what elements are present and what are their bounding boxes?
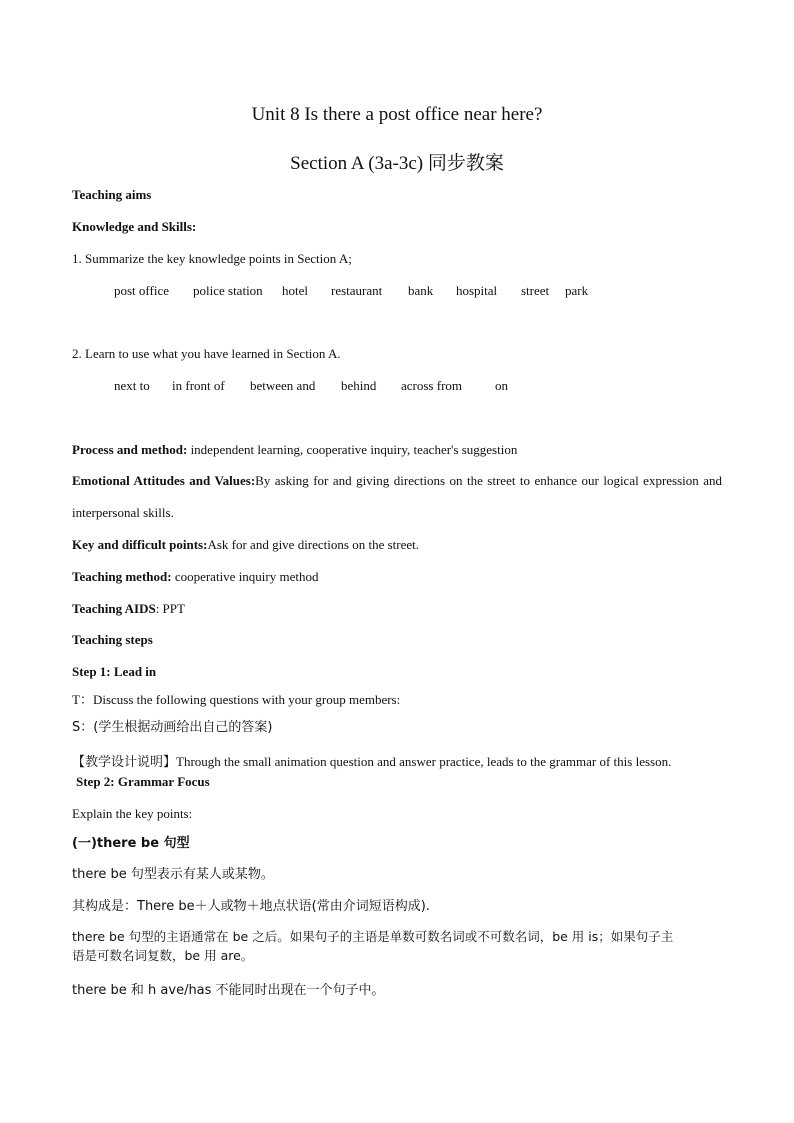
design-note-text: Through the small animation question and answer practice, leads to the grammar of this lesson. (176, 754, 672, 769)
word-item: in front of (172, 378, 225, 393)
word-item: across from (401, 378, 463, 393)
process-method-line (72, 442, 722, 458)
grammar-paragraph-2: 其构成是：There be＋人或物＋地点状语(常由介词短语构成). (72, 899, 430, 914)
emotional-values-paragraph (72, 465, 722, 529)
word-item: hotel (282, 283, 308, 298)
grammar-subheading: (一)there be 句型 (72, 836, 190, 851)
word-item: next to (114, 378, 150, 393)
word-item: bank (408, 283, 434, 298)
teaching-aids-text: : PPT (155, 601, 185, 616)
grammar-paragraph-1: there be 句型表示有某人或某物。 (72, 867, 274, 882)
process-method-label: Process and method: (72, 442, 188, 457)
aim-item-1: 1. Summarize the key knowledge points in Section A; (72, 251, 352, 266)
teaching-method-text: cooperative inquiry method (171, 569, 319, 584)
emotional-values-text: By asking for and giving directions on the street to enhance our logical expression and interpersonal skills. (72, 473, 723, 520)
teaching-method-label: Teaching method: (72, 569, 172, 584)
design-note-line (72, 751, 722, 770)
key-points-text: Ask for and give directions on the street. (207, 537, 419, 552)
emotional-values-label: Emotional Attitudes and Values: (72, 473, 256, 488)
grammar-paragraph-3a: there be 句型的主语通常在 be 之后。如果句子的主语是单数可数名词或不可数名词，be 用 is；如果句子主 (72, 929, 674, 944)
word-item: hospital (456, 283, 498, 298)
word-item: post office (114, 283, 169, 298)
aim-item-2: 2. Learn to use what you have learned in Section A. (72, 346, 341, 361)
design-note-label: 【教学设计说明】 (72, 755, 177, 770)
teaching-aims-heading: Teaching aims (72, 187, 152, 202)
teaching-method-line (72, 569, 722, 585)
word-item: restaurant (331, 283, 383, 298)
student-line: S：(学生根据动画给出自己的答案) (72, 720, 273, 735)
teacher-line: T：Discuss the following questions with your group members: (72, 692, 401, 707)
grammar-paragraph-3b: 语是可数名词复数，be 用 are。 (72, 948, 254, 963)
word-item: street (521, 283, 550, 298)
knowledge-skills-heading: Knowledge and Skills: (72, 219, 197, 234)
word-item: between and (250, 378, 316, 393)
teaching-aids-label: Teaching AIDS (72, 601, 156, 616)
teaching-aids-line (72, 601, 722, 617)
step1-heading: Step 1: Lead in (72, 664, 157, 679)
key-points-line (72, 537, 722, 553)
document-subtitle: Section A (3a-3c) 同步教案 (290, 153, 504, 174)
step2-heading: Step 2: Grammar Focus (76, 774, 210, 789)
word-item: police station (193, 283, 263, 298)
teaching-steps-heading: Teaching steps (72, 632, 153, 647)
grammar-paragraph-4: there be 和 h ave/has 不能同时出现在一个句子中。 (72, 983, 385, 998)
process-method-text: independent learning, cooperative inquiry, teacher's suggestion (187, 442, 518, 457)
word-item: park (565, 283, 589, 298)
word-item: on (495, 378, 508, 393)
explain-line: Explain the key points: (72, 806, 193, 821)
key-points-label: Key and difficult points: (72, 537, 208, 552)
document-title: Unit 8 Is there a post office near here? (251, 104, 543, 125)
word-item: behind (341, 378, 377, 393)
